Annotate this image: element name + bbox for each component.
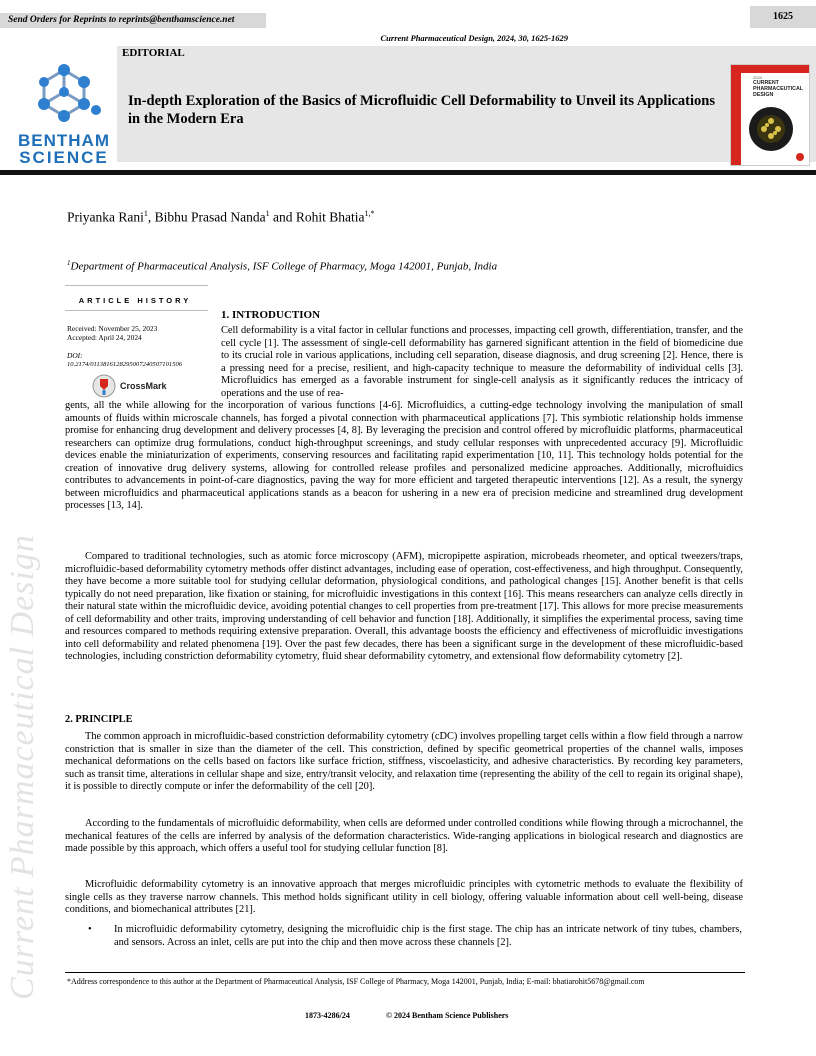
journal-citation: Current Pharmaceutical Design, 2024, 30, 1625-1629	[380, 33, 568, 43]
principle-paragraph-2: According to the fundamentals of microfluidic deformability, when cells are deformed under controlled conditions while flowing through a microchannel, the mechanical features of the cells are inferred by analysis of the deformation characteristics. Wide-ranging applications in biological research and diagnostics are made possible by this approach, which offers a useful tool for studying cellular function [8].	[65, 818, 743, 854]
bullet-icon: •	[88, 924, 92, 935]
copyright: © 2024 Bentham Science Publishers	[386, 1011, 509, 1020]
journal-watermark: Current Pharmaceutical Design	[4, 534, 41, 1000]
received-date: Received: November 25, 2023	[67, 324, 158, 333]
accepted-date: Accepted: April 24, 2024	[67, 333, 142, 342]
author-separator: and	[269, 209, 296, 225]
cover-badge-icon	[796, 153, 804, 161]
history-title: ARTICLE HISTORY	[78, 296, 192, 305]
issn: 1873-4286/24	[305, 1011, 350, 1020]
crossmark-label: CrossMark	[120, 381, 167, 391]
cover-side-stripe	[731, 73, 741, 165]
reprint-notice: Send Orders for Reprints to reprints@benthamscience.net	[0, 13, 266, 28]
author-1-affil: 1	[143, 209, 148, 218]
cover-top-stripe	[731, 65, 809, 73]
article-title: In-depth Exploration of the Basics of Microfluidic Cell Deformability to Unveil its Applications in the Modern Era	[128, 93, 715, 127]
history-rule	[65, 310, 208, 311]
affiliation	[67, 259, 497, 273]
introduction-heading: 1. INTRODUCTION	[221, 309, 321, 321]
author-1: Priyanka Rani	[67, 209, 144, 225]
bentham-logo	[12, 62, 116, 167]
molecule-icon	[12, 62, 116, 124]
cover-year: 2024	[753, 75, 762, 80]
author-list	[67, 209, 374, 226]
logo-line-2: SCIENCE	[19, 148, 109, 167]
author-2: Bibhu Prasad Nanda	[154, 209, 266, 225]
doi-link[interactable]: 10.2174/0113816128295007240507101506	[67, 361, 183, 368]
author-2-affil: 1	[265, 209, 270, 218]
principle-paragraph-3: Microfluidic deformability cytometry is an innovative approach that merges microfluidic principles with cytometric methods to evaluate the flexibility of single cells as they traverse narrow channels. This method holds significant utility in cell biology, offering valuable information about cell well-being, disease conditions, and biomechanical attributes [21].	[65, 879, 743, 915]
crossmark-button[interactable]	[92, 374, 167, 398]
principle-paragraph-1: The common approach in microfluidic-based constriction deformability cytometry (cDC) involves propelling target cells within a flow field through a narrow constriction that is smaller in size than the diameter of the cell. This constriction, defined by specific geometrical properties of the channel walls, imposes mechanical deformations on the cells based on factors like surface friction, stiffness, viscoelasticity, and adhesive characteristics. By recording key parameters, such as transit time, alterations in cellular shape and size, entry/transit velocity, and relaxation time (representing the ability of the cell to regain its original shape), it is possible to directly compute or infer the deformability of the cell [20].	[65, 731, 743, 792]
crossmark-icon	[92, 374, 116, 398]
intro-paragraph-1-wide: gents, all the while allowing for the incorporation of various functions [4-6]. Microfluidics, a cutting-edge technology involving the manipulation of small amounts of fluids within microscale channels, has forged a pivotal connection with pharmaceutical applications [7]. This symbiotic relationship holds immense promise for enhancing drug development and delivery processes [4, 8]. By leveraging the precision and control offered by microfluidic platforms, pharmaceutical researchers can optimize drug formulations, conduct high-throughput screenings, and study cellular responses with unprecedented accuracy [9]. Microfluidic devices enable the miniaturization of experiments, conserving resources and facilitating rapid experimentation [10, 11]. This technology holds potential for the creation of innovative drug delivery systems, allowing for controlled release profiles and personalized medicine approaches. Additionally, microfluidics contributes to advancements in point-of-care diagnostics, paving the way for more efficient and targeted therapeutic interventions [12]. As a result, the synergy between microfluidics and pharmaceutical applications stands as a beacon for ushering in a new era of precision medicine and streamlined drug development processes [13, 14].	[65, 400, 743, 511]
section-label: EDITORIAL	[122, 47, 185, 59]
intro-paragraph-2: Compared to traditional technologies, such as atomic force microscopy (AFM), micropipette aspiration, microbeads rheometer, and optical tweezers/traps, microfluidic-based deformability cytometry methods offer distinct advantages, including ease of operation, cost-effectiveness, and high throughput. Consequently, they have become a more suitable tool for studying cellular deformation, physiological conditions, and pathological changes [15]. Another benefit is that cells typically do not need preparation, like fixation or staining, for microfluidic investigations in this context [16]. This means researchers can analyze cells directly in their natural state within the microfluidic device, avoiding potential changes to cell properties from pre-treatment [17]. This allows for more precise measurements of cell deformability and other traits, improving understanding of cell behavior and function [18]. Additionally, it simplifies the experimental process, saving time and resources compared to methods requiring extensive preparation. Overall, this advantage boosts the efficiency and effectiveness of microfluidic investigations into cell deformability and related phenomena [19]. Over the past few decades, there has been a significant surge in the development of these microfluidic-based technologies, including constriction deformability cytometry, fluid shear deformability cytometry, and extensional flow deformability cytometry [2].	[65, 551, 743, 662]
author-separator: ,	[147, 209, 155, 225]
cover-title: CURRENT PHARMACEUTICAL DESIGN	[753, 80, 803, 98]
bullet-text: In microfluidic deformability cytometry, designing the microfluidic chip is the first stage. The chip has an intricate network of tiny tubes, chambers, and sensors. Across an inlet, cells are put into the chip and then move across these channels [2].	[114, 924, 742, 948]
intro-paragraph-1-narrow: Cell deformability is a vital factor in cellular functions and processes, impacting cell growth, differentiation, transfer, and the cell cycle [1]. The assessment of single-cell deformability has garnered significant attention in the field of biomedicine due to its crucial role in various applications, including cell separation, disease diagnosis, and drug screening [2]. Hence, there is a pressing need for a precise, resilient, and high-capacity technique to measure the deformability of individual cells [3]. Microfluidics has emerged as a favorable instrument for single-cell analysis as it significantly reduces the intricacy of operations and the use of rea-	[221, 325, 743, 399]
page-number: 1625	[750, 6, 816, 28]
principle-heading: 2. PRINCIPLE	[65, 714, 133, 725]
affiliation-marker: 1	[67, 259, 71, 267]
author-3: Rohit Bhatia	[295, 209, 365, 225]
history-top-rule	[65, 285, 208, 296]
journal-cover	[730, 64, 810, 166]
footnote-rule	[65, 972, 745, 973]
correspondence-footnote: *Address correspondence to this author at the Department of Pharmaceutical Analysis, ISF College of Pharmacy, Moga 142001, Punjab, India; E-mail: bhatiarohit5678@gmail.com	[67, 977, 645, 986]
doi-label: DOI:	[67, 351, 83, 360]
bullet-item-1	[88, 924, 743, 949]
cover-illustration-icon	[747, 105, 795, 153]
header-rule	[0, 170, 816, 175]
affiliation-text: Department of Pharmaceutical Analysis, ISF College of Pharmacy, Moga 142001, Punjab, India	[70, 260, 498, 273]
author-3-affil: 1,*	[364, 209, 375, 218]
logo-line-1: BENTHAM	[18, 131, 110, 150]
